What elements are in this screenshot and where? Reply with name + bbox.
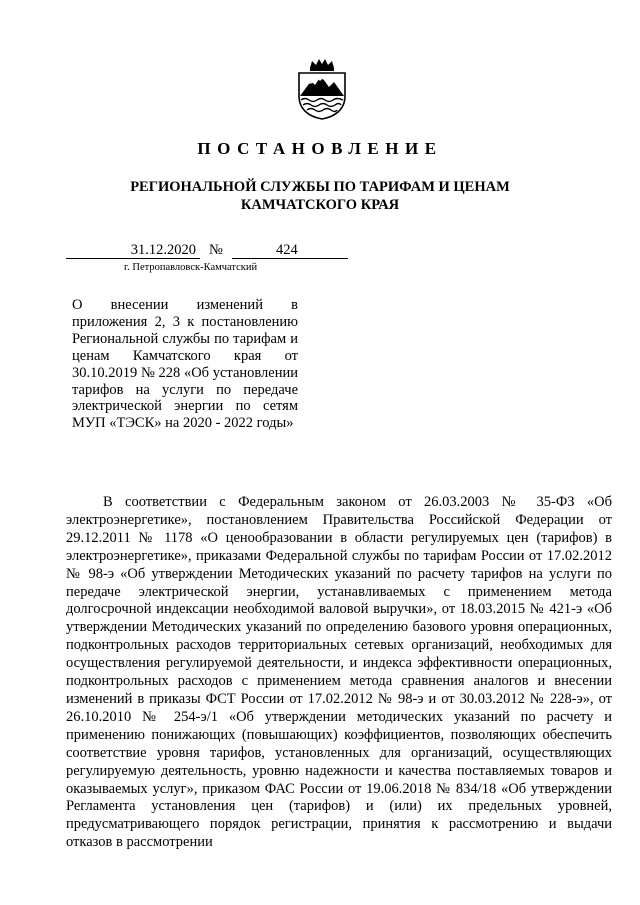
authority-line-1: РЕГИОНАЛЬНОЙ СЛУЖБЫ ПО ТАРИФАМ И ЦЕНАМ	[130, 179, 510, 195]
authority-line-2: КАМЧАТСКОГО КРАЯ	[240, 197, 400, 213]
document-title: ПОСТАНОВЛЕНИЕ	[197, 139, 443, 158]
number-sign: №	[209, 242, 223, 258]
document-date: 31.12.2020	[66, 242, 200, 259]
document-number: 424	[232, 242, 348, 259]
document-subject: О внесении изменений в приложения 2, 3 к постановлению Региональной службы по тарифам и ценам Камчатского края от 30.10.2019 № 228 «Об установлении тарифов на услуги по передаче электрической энергии по сетям МУП «ТЭСК» на 2020 - 2022 годы»	[72, 297, 298, 432]
body-paragraph: В соответствии с Федеральным законом от 26.03.2003 № 35-ФЗ «Об электроэнергетике», постановлением Правительства Российской Федерации от 29.12.2011 № 1178 «О ценообразовании в области регулируемых цен (тарифов) в электроэнергетике», приказами Федеральной службы по тарифам России от 17.02.2012 № 98-э «Об утверждении Методических указаний по расчету тарифов на услуги по передаче электрической энергии, устанавливаемых с применением метода долгосрочной индексации необходимой валовой выручки», от 18.03.2015 № 421-э «Об утверждении Методических указаний по определению базового уровня операционных, подконтрольных расходов территориальных сетевых организаций, необходимых для осуществления регулируемой деятельности, и индекса эффективности операционных, подконтрольных расходов с применением метода сравнения аналогов и внесении изменений в приказы ФСТ России от 17.02.2012 № 98-э и от 30.03.2012 № 228-э», от 26.10.2010 № 254-э/1 «Об утверждении методических указаний по расчету и применению понижающих (повышающих) коэффициентов, позволяющих обеспечить соответствие уровня тарифов, установленных для организаций, осуществляющих регулируемую деятельность, уровню надежности и качества поставляемых товаров и оказываемых услуг», приказом ФАС России от 19.06.2018 № 834/18 «Об утверждении Регламента установления цен (тарифов) и (или) их предельных уровней, предусматривающего порядок регистрации, принятия к рассмотрению и выдачи отказов в рассмотрении	[66, 494, 612, 851]
kamchatka-emblem-icon	[296, 58, 348, 120]
city-label: г. Петропавловск-Камчатский	[124, 262, 258, 273]
issuing-authority	[0, 178, 640, 214]
